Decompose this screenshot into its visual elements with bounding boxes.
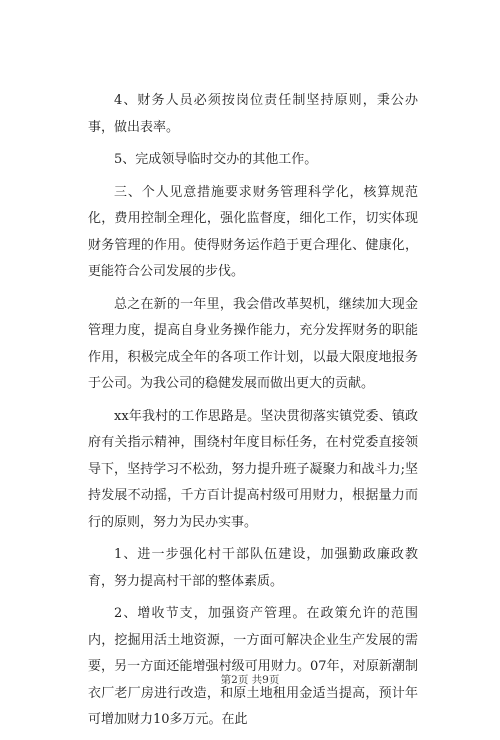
paragraph-plan-item-1: 1、进一步强化村干部队伍建设，加强勤政廉政教育，努力提高村干部的整体素质。 — [88, 547, 418, 589]
paragraph-item-4: 4、财务人员必须按岗位责任制坚持原则，秉公办事，做出表率。 — [88, 93, 418, 135]
paragraph-section-3: 三、个人见意措施要求财务管理科学化，核算规范化，费用控制全理化，强化监督度，细化工作，切实体现财务管理的作用。使得财务运作趋于更合理化、健康化，更能符合公司发展的步伐。 — [88, 184, 418, 279]
paragraph-plan-item-2: 2、增收节支，加强资产管理。在政策允许的范围内，挖掘用活土地资源，一方面可解决企业生产发展的需要，另一方面还能增强村级可用财力。07年，对原新潮制衣厂老厂房进行改造，和原土地租用金适当提高，预计年可增加财力10多万元。在此 — [88, 606, 418, 727]
page-footer: 第2页 共9页 — [220, 674, 280, 686]
document-body — [88, 88, 418, 740]
paragraph-conclusion: 总之在新的一年里，我会借改革契机，继续加大现金管理力度，提高自身业务操作能力，充分发挥财务的职能作用，积极完成全年的各项工作计划，以最大限度地报务于公司。为我公司的稳健发展而做出更大的贡献。 — [88, 296, 418, 391]
paragraph-village-plan: xx年我村的工作思路是。坚决贯彻落实镇党委、镇政府有关指示精神，围绕村年度目标任务，在村党委直接领导下，坚持学习不松劲，努力提升班子凝聚力和战斗力;坚持发展不动摇，千方百计提高村级可用财力，根据量力而行的原则，努力为民办实事。 — [88, 408, 418, 530]
paragraph-item-5: 5、完成领导临时交办的其他工作。 — [114, 152, 318, 167]
